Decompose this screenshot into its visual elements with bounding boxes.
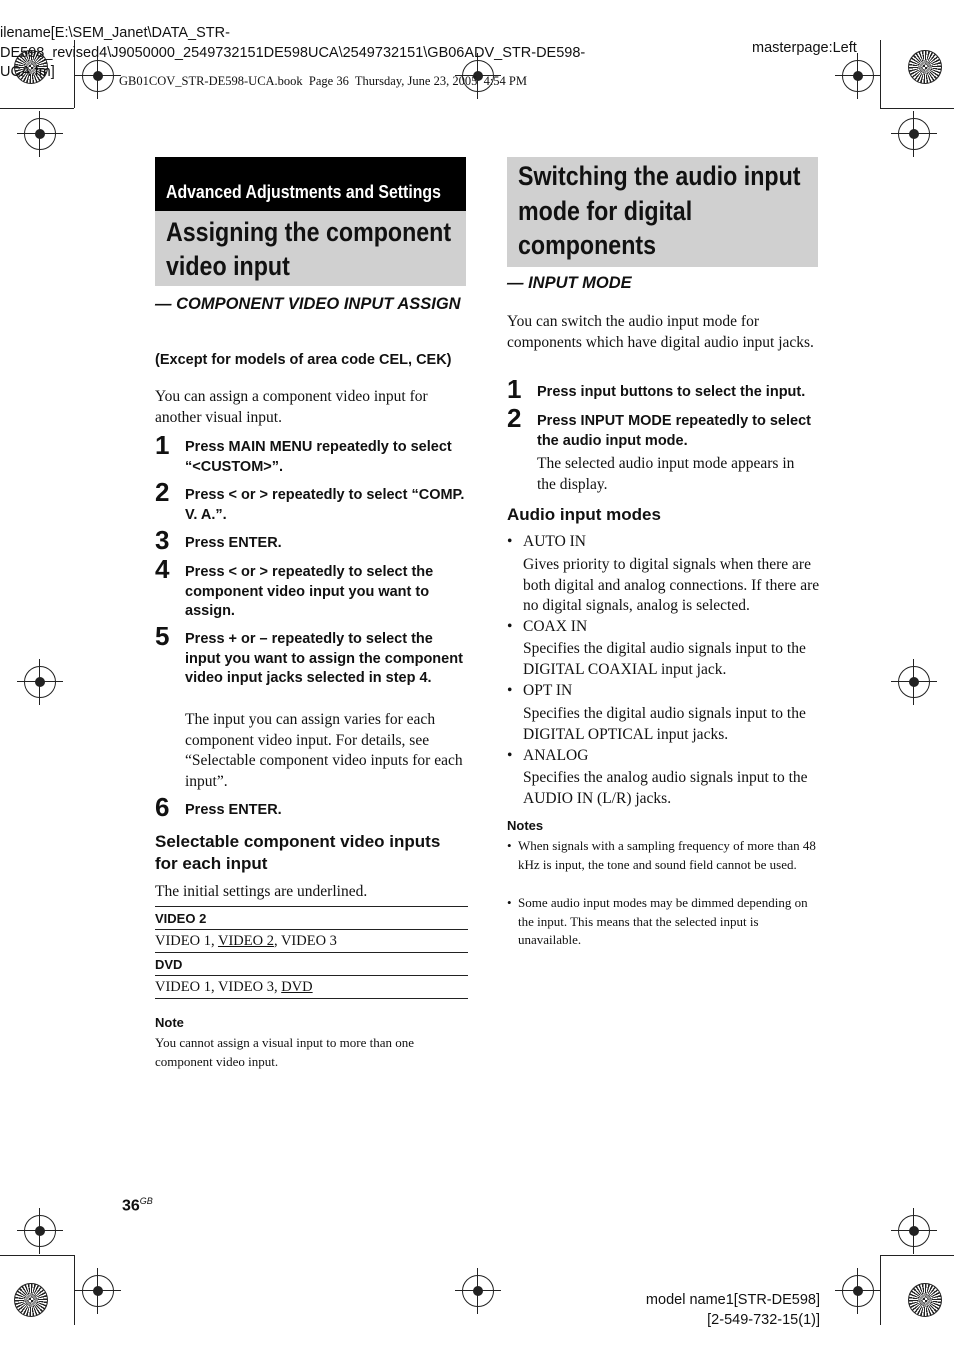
step-number: 3 <box>155 525 170 555</box>
initial-settings-text: The initial settings are underlined. <box>155 883 368 900</box>
registration-mark-icon <box>462 1275 494 1307</box>
row-text: VIDEO 1, <box>155 932 218 949</box>
selectable-table <box>155 906 468 999</box>
note-text: Some audio input modes may be dimmed depending on the input. This means that the selected input is unavailable. <box>518 895 808 947</box>
registration-mark-icon <box>24 1215 56 1247</box>
model-line: model name1[STR-DE598] <box>645 1292 820 1308</box>
registration-mark-icon <box>842 1275 874 1307</box>
step-number: 4 <box>155 554 170 584</box>
row-default: VIDEO 2 <box>217 932 274 949</box>
registration-mark-icon <box>842 60 874 92</box>
category-bar <box>155 157 466 211</box>
registration-mark-icon <box>82 1275 114 1307</box>
model-line: [2-549-732-15(1)] <box>707 1311 820 1328</box>
step-text: Press + or – repeatedly to select the input you want to assign the component video input jacks selected in step 4. <box>185 631 463 686</box>
table-header-dvd: DVD <box>155 953 468 976</box>
step-text: Press < or > repeatedly to select “COMP. V. A.”. <box>185 487 465 523</box>
step-number: 5 <box>155 621 170 651</box>
bullet-icon: • <box>507 838 512 853</box>
step-number: 1 <box>155 430 170 460</box>
section-subtitle: — INPUT MODE <box>507 274 632 292</box>
section-title-box <box>155 211 466 286</box>
registration-mark-icon <box>898 666 930 698</box>
registration-mark-icon <box>898 118 930 150</box>
page-number <box>122 1196 153 1215</box>
note-text: You cannot assign a visual input to more than one component video input. <box>155 1035 415 1069</box>
crop-line <box>880 40 881 108</box>
section-subtitle <box>155 294 465 315</box>
mode-desc: Specifies the analog audio signals input to the AUDIO IN (L/R) jacks. <box>523 769 808 807</box>
filename-line: ilename[E:\SEM_Janet\DATA_STR- <box>0 25 230 41</box>
notes-heading: Notes <box>507 818 544 833</box>
step-text: Press ENTER. <box>185 802 282 818</box>
mode-desc: Specifies the digital audio signals input to the DIGITAL OPTICAL input jacks. <box>523 705 806 743</box>
intro-text: You can switch the audio input mode for components which have digital audio input jacks. <box>507 313 814 351</box>
table-row <box>155 930 468 953</box>
mode-name: AUTO IN <box>523 533 586 550</box>
step-detail: The input you can assign varies for each component video input. For details, see “Selectable component video inputs for each input”. <box>185 711 463 790</box>
mode-name: COAX IN <box>523 618 588 635</box>
row-text: VIDEO 1, VIDEO 3, <box>155 978 282 995</box>
registration-wheel-icon <box>908 1283 942 1317</box>
crop-line <box>0 108 74 109</box>
registration-mark-icon <box>898 1215 930 1247</box>
masterpage-label: masterpage:Left <box>752 40 857 56</box>
filename-line: DE598_revised4\J9050000_2549732151DE598UCA\2549732151\GB06ADV_STR-DE598- <box>0 44 586 61</box>
bullet-icon: • <box>507 747 513 764</box>
area-code-note: (Except for models of area code CEL, CEK) <box>155 352 452 368</box>
category-label: Advanced Adjustments and Settings <box>166 182 441 202</box>
bullet-icon: • <box>507 618 513 635</box>
step-detail: The selected audio input mode appears in the display. <box>537 455 795 493</box>
mode-name: OPT IN <box>523 682 573 699</box>
registration-wheel-icon <box>908 50 942 84</box>
bullet-icon: • <box>507 533 513 550</box>
step-text: Press ENTER. <box>185 535 282 551</box>
mode-desc: Specifies the digital audio signals input to the DIGITAL COAXIAL input jack. <box>523 640 806 678</box>
step-text: Press input buttons to select the input. <box>537 384 806 400</box>
note-heading: Note <box>155 1015 184 1030</box>
mode-name: ANALOG <box>523 747 589 764</box>
note-text: When signals with a sampling frequency of more than 48 kHz is input, the tone and sound field cannot be used. <box>518 838 816 872</box>
step-number: 2 <box>507 403 522 433</box>
step-text: Press INPUT MODE repeatedly to select the audio input mode. <box>537 413 811 449</box>
filename-line: UCA.fm] <box>0 64 55 80</box>
table-row <box>155 976 468 999</box>
bullet-icon: • <box>507 895 512 910</box>
book-info-line: GB01COV_STR-DE598-UCA.book Page 36 Thursday, June 23, 2005 4:54 PM <box>119 74 527 88</box>
intro-text: You can assign a component video input for another visual input. <box>155 388 428 426</box>
step-number: 1 <box>507 374 522 404</box>
section-title: Switching the audio input mode for digital components <box>518 161 801 260</box>
crop-line <box>880 1255 954 1256</box>
step-text: Press < or > repeatedly to select the component video input you want to assign. <box>185 564 434 619</box>
mode-desc: Gives priority to digital signals when there are both digital and analog connections. If there are no digital signals, analog is selected. <box>523 556 820 614</box>
section-title: Assigning the component video input <box>166 217 452 281</box>
row-text: , VIDEO 3 <box>273 932 337 949</box>
registration-mark-icon <box>24 666 56 698</box>
registration-wheel-icon <box>14 1283 48 1317</box>
bullet-icon: • <box>507 682 513 699</box>
subtitle-text: — COMPONENT VIDEO INPUT ASSIGN <box>155 295 461 313</box>
step-text: Press MAIN MENU repeatedly to select “<CUSTOM>”. <box>185 439 452 475</box>
section-title-box <box>507 157 818 267</box>
model-info <box>600 1291 820 1330</box>
step-number: 2 <box>155 477 170 507</box>
modes-heading: Audio input modes <box>507 505 661 524</box>
step-number: 6 <box>155 792 170 822</box>
registration-mark-icon <box>24 118 56 150</box>
row-default: DVD <box>281 978 313 995</box>
page-number-value: 36 <box>122 1197 140 1215</box>
crop-line <box>0 1255 74 1256</box>
selectable-heading: Selectable component video inputs for each input <box>155 832 441 873</box>
page-number-suffix: GB <box>139 1196 153 1206</box>
crop-line <box>880 108 954 109</box>
table-header-video2: VIDEO 2 <box>155 907 468 930</box>
